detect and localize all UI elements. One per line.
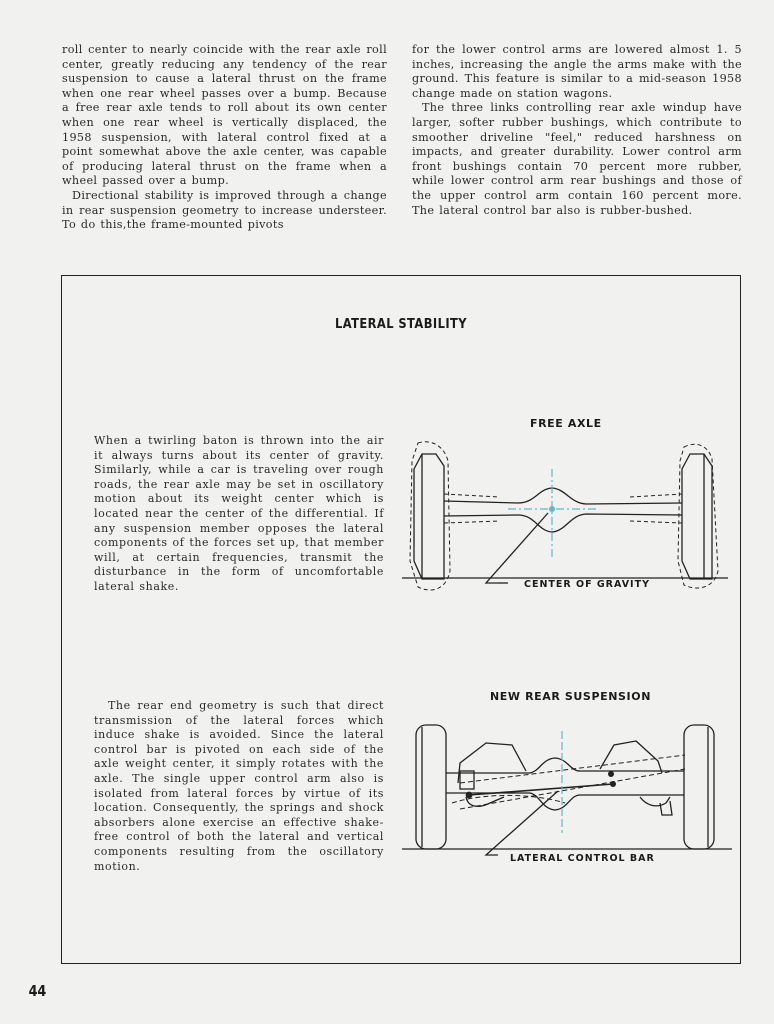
body-column-left <box>62 43 387 233</box>
paragraph: When a twirling baton is thrown into the air it always turns about its center of gravity. Similarly, while a car is traveling over rough roads, the rear axle may be set in oscillatory motion about its weight center which is located near the center of the differential. If any suspension member opposes the lateral components of the forces set up, that member will, at certain frequencies, transmit the disturbance in the form of uncomfortable lateral shake. <box>94 434 384 593</box>
figure-title-free-axle: FREE AXLE <box>530 417 602 430</box>
label-lateral-control-bar: LATERAL CONTROL BAR <box>510 853 655 864</box>
page-number: 44 <box>28 982 47 1000</box>
panel-title: LATERAL STABILITY <box>334 316 468 332</box>
paragraph: roll center to nearly coincide with the rear axle roll center, greatly reducing any tendency of the rear suspension to cause a lateral thrust on the frame when one rear wheel passes over a bump. Because a free rear axle tends to roll about its own center when one rear wheel is vertically displaced, the 1958 suspension, with lateral control fixed at a point somewhat above the axle center, was capable of producing lateral thrust on the frame when a wheel passed over a bump. <box>62 43 387 188</box>
panel-text-new-suspension <box>94 699 384 874</box>
lateral-stability-panel <box>61 275 741 964</box>
figure-title-new-rear-suspension: NEW REAR SUSPENSION <box>490 690 652 703</box>
paragraph: for the lower control arms are lowered almost 1. 5 inches, increasing the angle the arms make with the ground. This feature is similar to a mid-season 1958 change made on station wagons. <box>412 43 742 100</box>
paragraph: Directional stability is improved through a change in rear suspension geometry to increase understeer. To do this,the frame-mounted pivots <box>62 188 387 232</box>
paragraph: The three links controlling rear axle windup have larger, softer rubber bushings, which contribute to smoother driveline "feel," reduced harshness on impacts, and greater durability. Lower control arm front bushings contain 70 percent more rubber, while lower control arm rear bushings and those of the upper control arm contain 160 percent more. The lateral control bar also is rubber-bushed. <box>412 101 742 217</box>
paragraph: The rear end geometry is such that direct transmission of the lateral forces which induce shake is avoided. Since the lateral control bar is pivoted on each side of the axle weight center, it simply rotates with the axle. The single upper control arm also is isolated from lateral forces by virtue of its location. Consequently, the springs and shock absorbers alone exercise an effective shake-free control of both the lateral and vertical components resulting from the oscillatory motion. <box>94 699 384 873</box>
label-center-of-gravity: CENTER OF GRAVITY <box>524 579 650 590</box>
panel-text-free-axle <box>94 434 384 595</box>
free-axle-diagram <box>400 431 740 601</box>
body-column-right <box>412 43 742 218</box>
